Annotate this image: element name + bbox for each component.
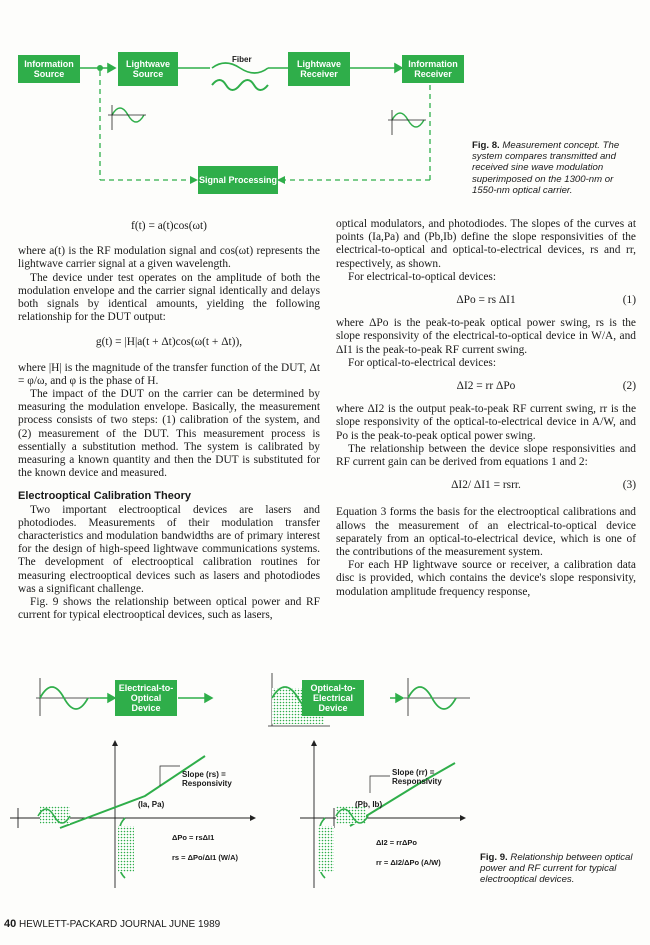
equation-2 [336, 380, 636, 393]
equation-2-number: (2) [622, 380, 636, 393]
eq-r2: rr = ΔI2/ΔPo (A/W) [376, 858, 441, 867]
section-heading: Electrooptical Calibration Theory [18, 490, 191, 503]
right-paragraph-6: The relationship between the device slope responsivities and RF current gain can be derived from equations 1 and 2: [336, 442, 636, 469]
right-paragraph-1: optical modulators, and photodiodes. The slopes of the curves at points (Ia,Pa) and (Pb,Ib) define the slope responsivities of the electrical-to-optical and optical-to-electrical devices, rs and rr, respectively, as shown. [336, 218, 636, 270]
electrical-to-optical-box: Electrical-to-Optical Device [115, 680, 177, 716]
right-column [336, 218, 636, 599]
equation-3 [336, 479, 636, 492]
left-paragraph-5: Two important electrooptical devices are lasers and photodiodes. Measurements of their modulation transfer characteristics and modulation bandwidths are of primary interest for the design of high-speed lightwave communications systems. The development of electrooptical calibration routines for measuring electrooptical devices such as lasers and photodiodes was a significant challenge. [18, 503, 320, 595]
equation-3-body: ΔI2/ ΔI1 = rsrr. [451, 479, 521, 492]
point-a-label: (Ia, Pa) [138, 800, 165, 809]
lightwave-receiver-box: Lightwave Receiver [288, 52, 350, 86]
journal-name: HEWLETT-PACKARD JOURNAL JUNE 1989 [19, 919, 221, 930]
page-number: 40 [4, 918, 17, 930]
information-source-box: Information Source [18, 55, 80, 83]
right-paragraph-2: For electrical-to-optical devices: [348, 270, 497, 283]
eq-s2: rs = ΔPo/ΔI1 (W/A) [172, 853, 238, 862]
fiber-label: Fiber [232, 55, 252, 64]
fig8-caption [472, 140, 637, 196]
eq-r1: ΔI2 = rrΔPo [376, 838, 418, 847]
right-paragraph-7: Equation 3 forms the basis for the electrooptical calibrations and allows the measurement of an electrical-to-optical device separately from an optical-to-electrical device, which is one of the contributions of the measurement system. [336, 506, 636, 559]
information-receiver-box: Information Receiver [402, 55, 464, 83]
footer [4, 918, 220, 930]
equation-g: g(t) = |H|a(t + Δt)cos(ω(t + Δt)), [95, 336, 243, 349]
right-paragraph-4: For optical-to-electrical devices: [348, 356, 497, 369]
fig9-caption-text: Relationship between optical power and RF current for typical electrooptical devices. [480, 852, 633, 886]
fig8-caption-text: Measurement concept. The system compares transmitted and received sine wave modulation superimposed on the 1300-nm or 1550-nm optical carrier. [472, 140, 620, 196]
fig9-caption-label: Fig. 9. [480, 852, 508, 863]
left-paragraph-1: where a(t) is the RF modulation signal and cos(ωt) represents the lightwave carrier signal at a given wavelength. [18, 245, 320, 271]
left-paragraph-4: The impact of the DUT on the carrier can be determined by measuring the modulation envelope. Basically, the measurement process consists of two steps: (1) calibration of the system, and (2) measurement of the DUT. This measurement process is essentially a substitution method. The system is calibrated by measuring a known quantity and then the DUT is substituted for the known device and measured. [18, 388, 320, 480]
fig9-caption [480, 852, 635, 886]
slope-s-label: Slope (rs) = Responsivity [182, 770, 232, 788]
equation-f: f(t) = a(t)cos(ωt) [131, 220, 207, 232]
optical-to-electrical-box: Optical-to-Electrical Device [302, 680, 364, 716]
right-paragraph-5: where ΔI2 is the output peak-to-peak RF current swing, rr is the slope responsivity of the optical-to-electrical device in A/W, and Po is the peak-to-peak optical power swing. [336, 403, 636, 442]
equation-3-number: (3) [622, 479, 636, 492]
lightwave-source-box: Lightwave Source [118, 52, 178, 86]
equation-1-body: ΔPo = rs ΔI1 [456, 294, 516, 307]
equation-1 [336, 294, 636, 307]
slope-r-label: Slope (rr) = Responsivity [392, 768, 442, 786]
point-b-label: (Pb, Ib) [355, 800, 383, 809]
signal-processing-box: Signal Processing [198, 166, 278, 194]
left-paragraph-2: The device under test operates on the amplitude of both the modulation envelope and the carrier signal identically and delays both signals by identical amounts, yielding the following relationship for the DUT output: [18, 271, 320, 324]
left-column [18, 214, 320, 622]
left-paragraph-6: Fig. 9 shows the relationship between optical power and RF current for typical electrooptical devices, such as lasers, [18, 596, 320, 622]
right-paragraph-8: For each HP lightwave source or receiver, a calibration data disc is provided, which contains the device's slope responsivity, modulation amplitude frequency response, [336, 559, 636, 598]
equation-1-number: (1) [622, 294, 636, 307]
eq-s1: ΔPo = rsΔI1 [172, 833, 215, 842]
right-paragraph-3: where ΔPo is the peak-to-peak optical power swing, rs is the slope responsivity of the electrical-to-optical device in W/A, and ΔI1 is the peak-to-peak RF current swing. [336, 317, 636, 356]
fig8-caption-label: Fig. 8. [472, 140, 500, 151]
left-paragraph-3: where |H| is the magnitude of the transfer function of the DUT, Δt = φ/ω, and φ is the phase of H. [18, 361, 320, 387]
equation-2-body: ΔI2 = rr ΔPo [456, 380, 516, 393]
